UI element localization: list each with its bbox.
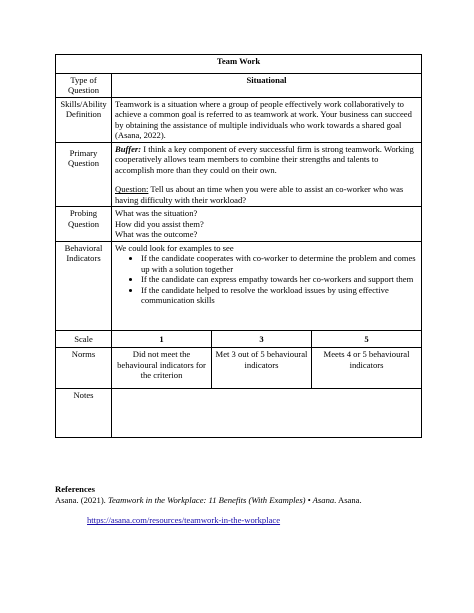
buffer-paragraph — [115, 144, 418, 175]
scale-label: Scale — [56, 330, 112, 347]
norm-value: Met 3 out of 5 behavioural indicators — [212, 348, 312, 389]
behavioral-intro: We could look for examples to see — [115, 242, 234, 253]
behavioral-label: Behavioral Indicators — [56, 241, 112, 330]
probing-line: What was the outcome? — [115, 229, 198, 240]
norm-value: Meets 4 or 5 behavioural indicators — [312, 348, 422, 389]
list-item: • If the candidate can express empathy towards her co-workers and support them — [141, 274, 418, 284]
reference-title-italic: Teamwork in the Workplace: 11 Benefits (With Examples) • Asana — [107, 495, 335, 506]
norms-label: Norms — [56, 348, 112, 389]
primary-label: Primary Question — [56, 142, 112, 206]
references-section — [55, 484, 435, 527]
scale-value: 3 — [212, 330, 312, 347]
probing-line: How did you assist them? — [115, 218, 204, 229]
scale-value: 1 — [112, 330, 212, 347]
team-work-table — [55, 54, 422, 438]
primary-question-cell — [112, 142, 422, 206]
references-title: References — [55, 484, 95, 494]
type-label: Type of Question — [56, 74, 112, 98]
reference-entry — [55, 495, 435, 506]
probing-cell — [112, 207, 422, 241]
skills-text: Teamwork is a situation where a group of people effectively work collaboratively to achieve a common goal is referred to as teamwork at work. Your business can succeed by obtaining the assistance of multiple individuals who work towards a shared goal (Asana, 2022). — [112, 97, 422, 142]
skills-label: Skills/Ability Definition — [56, 97, 112, 142]
buffer-text: I think a key component of every successful firm is strong teamwork. Working cooperatively allows team members to combine their strengths and talents to accomplish more than they could on their own. — [115, 143, 414, 175]
probing-label: Probing Question — [56, 207, 112, 241]
question-label: Question: — [115, 184, 149, 195]
norm-value: Did not meet the behavioural indicators for the criterion — [112, 348, 212, 389]
behavioral-list — [115, 253, 418, 305]
scale-value: 5 — [312, 330, 422, 347]
reference-prefix: Asana. (2021). — [55, 495, 108, 506]
list-item: • If the candidate helped to resolve the workload issues by using effective communication skills — [141, 285, 418, 306]
notes-label: Notes — [56, 389, 112, 438]
table-title: Team Work — [56, 55, 422, 74]
question-paragraph — [115, 184, 418, 205]
notes-field — [112, 389, 422, 438]
buffer-label: Buffer: — [115, 143, 142, 154]
type-value: Situational — [112, 74, 422, 98]
reference-link[interactable]: https://asana.com/resources/teamwork-in-the-workplace — [87, 515, 281, 526]
probing-line: What was the situation? — [115, 208, 198, 219]
behavioral-cell — [112, 241, 422, 330]
question-text: Tell us about an time when you were able to assist an co-worker who was having difficulty with their workload? — [115, 184, 404, 205]
list-item: • If the candidate cooperates with co-worker to determine the problem and comes up with a solution together — [141, 253, 418, 274]
reference-suffix: . Asana. — [334, 495, 362, 506]
